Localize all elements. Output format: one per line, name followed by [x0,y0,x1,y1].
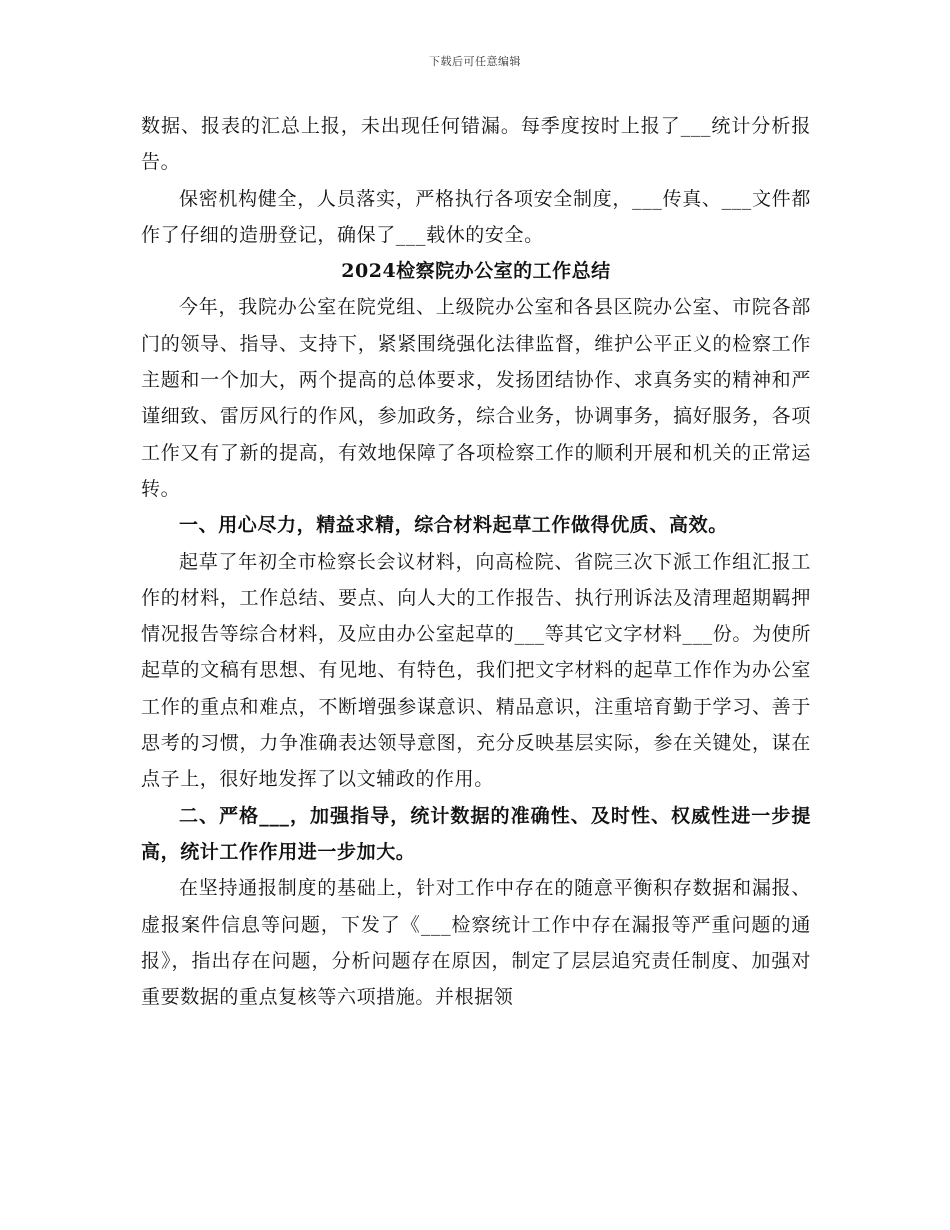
paragraph-continued: 数据、报表的汇总上报，未出现任何错漏。每季度按时上报了___统计分析报告。 [141,115,811,174]
document-body [141,108,811,1015]
header-note: 下载后可任意编辑 [429,55,521,68]
paragraph-section-1: 起草了年初全市检察长会议材料，向高检院、省院三次下派工作组汇报工作的材料，工作总结、要点、向人大的工作报告、执行刑诉法及清理超期羁押情况报告等综合材料，及应由办公室起草的___等其它文字材料___份。为使所起草的文稿有思想、有见地、有特色，我们把文字材料的起草工作作为办公室工作的重点和难点，不断增强参谋意识、精品意识，注重培育勤于学习、善于思考的习惯，力争准确表达领导意图，充分反映基层实际，参在关键处，谋在点子上，很好地发挥了以文辅政的作用。 [141,550,811,791]
section-heading-1: 一、用心尽力，精益求精，综合材料起草工作做得优质、高效。 [179,514,728,537]
section-heading-2: 二、严格___，加强指导，统计数据的准确性、及时性、权威性进一步提高，统计工作作用进一步加大。 [141,804,811,863]
document-title: 2024检察院办公室的工作总结 [341,260,611,283]
paragraph-intro: 今年，我院办公室在院党组、上级院办公室和各县区院办公室、市院各部门的领导、指导、支持下，紧紧围绕强化法律监督，维护公平正义的检察工作主题和一个加大，两个提高的总体要求，发扬团结协作、求真务实的精神和严谨细致、雷厉风行的作风，参加政务，综合业务，协调事务，搞好服务，各项工作又有了新的提高，有效地保障了各项检察工作的顺利开展和机关的正常运转。 [141,296,811,500]
paragraph-section-2: 在坚持通报制度的基础上，针对工作中存在的随意平衡积存数据和漏报、虚报案件信息等问题，下发了《___检察统计工作中存在漏报等严重问题的通报》，指出存在问题，分析问题存在原因，制定了层层追究责任制度、加强对重要数据的重点复核等六项措施。并根据领 [141,877,811,1009]
paragraph-security: 保密机构健全，人员落实，严格执行各项安全制度，___传真、___文件都作了仔细的造册登记，确保了___载休的安全。 [141,187,811,246]
